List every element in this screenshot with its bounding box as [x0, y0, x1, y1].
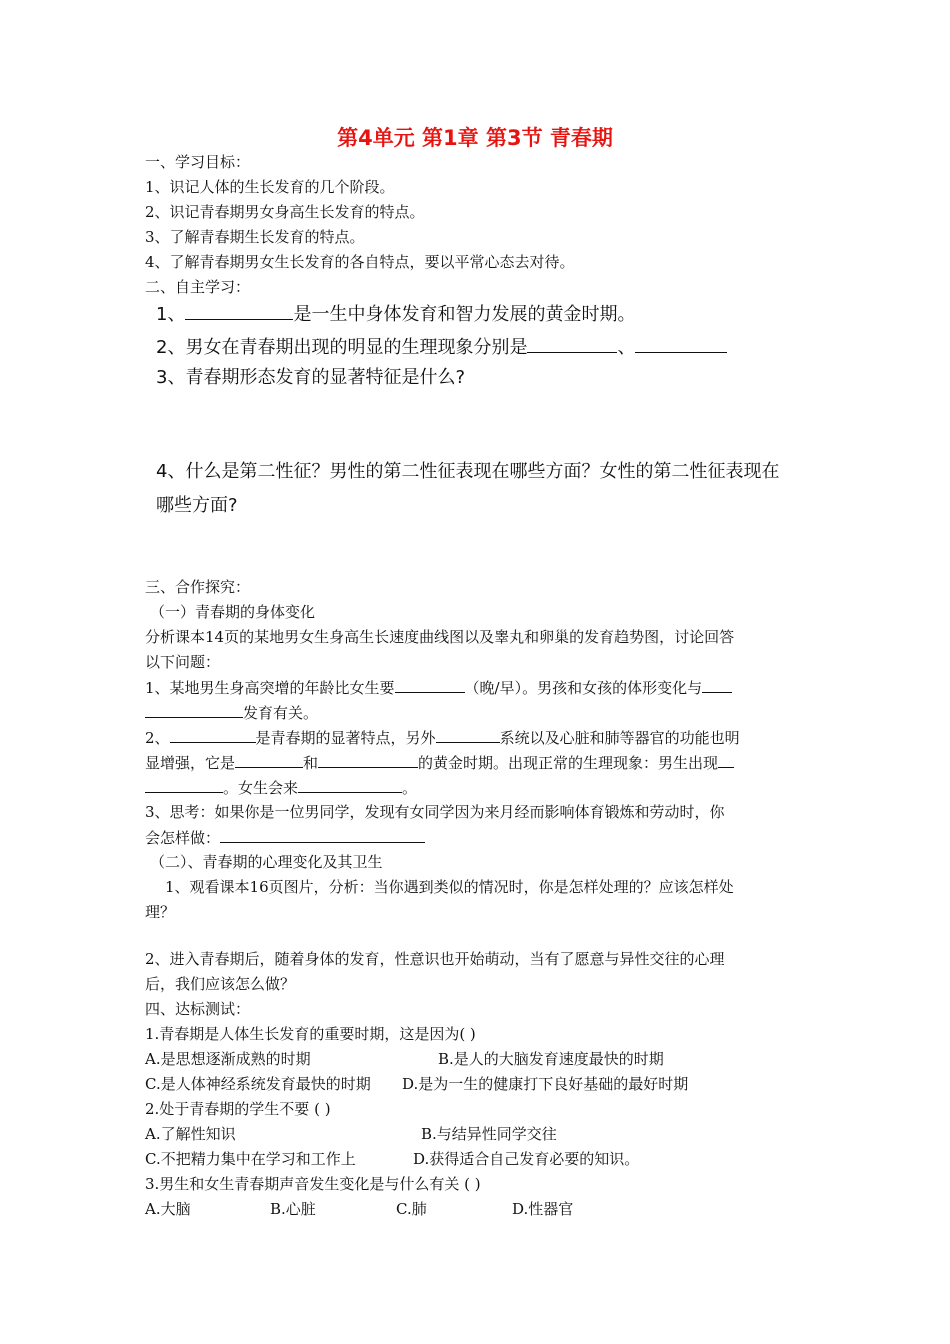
test-question-3-options [145, 1199, 573, 1219]
coop-question-3: 3、思考：如果你是一位男同学，发现有女同学因为来月经而影响体育锻炼和劳动时，你 [145, 803, 725, 821]
self-study-question-3: 3、青春期形态发育的显著特征是什么? [156, 367, 466, 388]
self-study-question-2: 2、男女在青春期出现的明显的生理现象分别是 、 [156, 333, 727, 360]
fill-blank[interactable] [527, 333, 617, 353]
self-study-question-1: 1、 是一生中身体发育和智力发展的黄金时期。 [156, 300, 635, 327]
intro-text: 分析课本14页的某地男女生身高生长速度曲线图以及睾丸和卵巢的发育趋势图，讨论回答 [145, 628, 735, 646]
section-heading-cooperative: 三、合作探究： [145, 578, 251, 596]
coop-question-1-cont: 发育有关。 [145, 702, 318, 723]
option-d[interactable]: D.是为一生的健康打下良好基础的最好时期 [402, 1075, 689, 1093]
coop-question-2: 2、 是青春期的显著特点，另外 系统以及心脏和肺等器官的功能也明 [145, 729, 740, 747]
fill-blank[interactable] [395, 677, 465, 693]
fill-blank[interactable] [170, 727, 256, 743]
fill-blank[interactable] [298, 777, 402, 793]
option-c[interactable]: C.不把精力集中在学习和工作上 [145, 1150, 356, 1168]
option-d[interactable]: D.性器官 [512, 1200, 574, 1218]
goal-item: 3、了解青春期生长发育的特点。 [145, 228, 365, 246]
test-question-2: 2.处于青春期的学生不要 ( ) [145, 1100, 331, 1118]
coop-question-1: 1、某地男生身高突增的年龄比女生要 （晚/早）。男孩和女孩的体形变化与 [145, 677, 732, 698]
goal-item: 2、识记青春期男女身高生长发育的特点。 [145, 203, 425, 221]
self-study-question-4: 4、什么是第二性征？男性的第二性征表现在哪些方面？女性的第二性征表现在 [156, 461, 780, 482]
test-question-1-options-row2 [145, 1074, 688, 1094]
goal-item: 1、识记人体的生长发育的几个阶段。 [145, 178, 395, 196]
option-b[interactable]: B.心脏 [270, 1200, 316, 1218]
option-b[interactable]: B.与结异性同学交往 [421, 1125, 557, 1143]
self-study-question-4-cont: 哪些方面? [156, 495, 238, 516]
option-a[interactable]: A.是思想逐渐成熟的时期 [145, 1050, 311, 1068]
option-c[interactable]: C.是人体神经系统发育最快的时期 [145, 1075, 371, 1093]
page-title: 第4单元 第1章 第3节 青春期 [337, 126, 613, 150]
intro-text-cont: 以下问题： [145, 653, 221, 671]
mind-question-2-cont: 后，我们应该怎么做？ [145, 975, 296, 993]
section-heading-test: 四、达标测试： [145, 1000, 251, 1018]
section-heading-self-study: 二、自主学习： [145, 278, 251, 296]
mind-question-1: 1、观看课本16页图片，分析：当你遇到类似的情况时，你是怎样处理的？应该怎样处 [165, 878, 734, 896]
mind-question-2: 2、进入青春期后，随着身体的发育，性意识也开始萌动，当有了愿意与异性交往的心理 [145, 950, 725, 968]
fill-blank[interactable] [702, 677, 732, 693]
mind-question-1-cont: 理？ [145, 903, 176, 921]
subsection-heading-body: （一）青春期的身体变化 [150, 603, 316, 621]
option-b[interactable]: B.是人的大脑发育速度最快的时期 [438, 1050, 664, 1068]
fill-blank[interactable] [436, 727, 500, 743]
coop-question-2-cont2: 。女生会来 。 [145, 777, 417, 798]
fill-blank[interactable] [235, 752, 303, 768]
fill-blank[interactable] [635, 333, 727, 353]
section-heading-goals: 一、学习目标： [145, 153, 251, 171]
fill-blank[interactable] [318, 752, 418, 768]
fill-blank[interactable] [185, 300, 293, 320]
option-a[interactable]: A.了解性知识 [145, 1125, 236, 1143]
fill-blank[interactable] [220, 827, 425, 843]
option-c[interactable]: C.肺 [396, 1200, 427, 1218]
subsection-heading-mind: （二）、青春期的心理变化及其卫生 [150, 853, 383, 871]
option-d[interactable]: D.获得适合自己发育必要的知识。 [413, 1150, 640, 1168]
test-question-1: 1.青春期是人体生长发育的重要时期，这是因为( ) [145, 1025, 476, 1043]
fill-blank[interactable] [718, 752, 734, 768]
test-question-1-options-row1 [145, 1049, 664, 1069]
option-a[interactable]: A.大脑 [145, 1200, 191, 1218]
test-question-2-options-row1 [145, 1124, 557, 1144]
coop-question-3-cont: 会怎样做： [145, 827, 425, 848]
goal-item: 4、了解青春期男女生长发育的各自特点，要以平常心态去对待。 [145, 253, 575, 271]
test-question-2-options-row2 [145, 1149, 639, 1169]
coop-question-2-cont: 显增强，它是 和 的黄金时期。出现正常的生理现象：男生出现 [145, 752, 734, 773]
fill-blank[interactable] [145, 702, 243, 718]
test-question-3: 3.男生和女生青春期声音发生变化是与什么有关 ( ) [145, 1175, 481, 1193]
fill-blank[interactable] [145, 777, 223, 793]
